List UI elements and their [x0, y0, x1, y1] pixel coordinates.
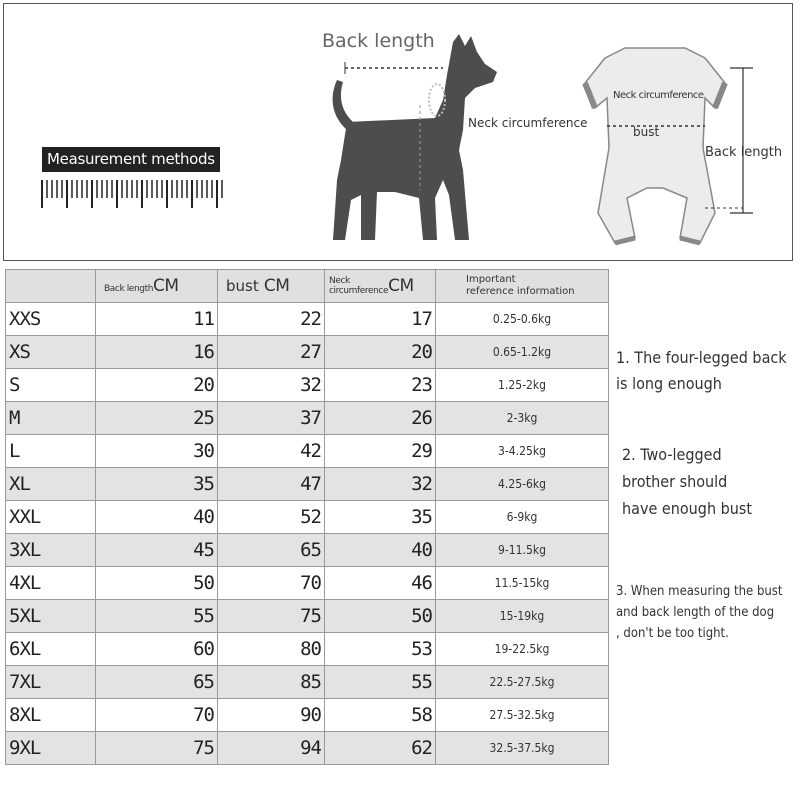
bust-cell: 65 — [218, 534, 325, 567]
header-back-length-unit: CM — [153, 276, 179, 296]
header-neck-line-2: circumference — [329, 286, 389, 297]
bust-cell: 94 — [218, 732, 325, 765]
neck-cell: 23 — [325, 369, 436, 402]
table-row — [6, 435, 609, 468]
bust-cell: 90 — [218, 699, 325, 732]
table-row — [6, 567, 609, 600]
clothing-bust-label: bust — [633, 125, 660, 139]
bust-cell: 37 — [218, 402, 325, 435]
weight-cell: 15-19kg — [436, 600, 609, 633]
back-length-cell: 45 — [96, 534, 218, 567]
table-header-row — [6, 270, 609, 303]
header-reference-line-2: reference information — [466, 286, 575, 297]
back-length-cell: 20 — [96, 369, 218, 402]
weight-cell: 6-9kg — [436, 501, 609, 534]
neck-cell: 26 — [325, 402, 436, 435]
back-length-cell: 50 — [96, 567, 218, 600]
header-neck — [325, 270, 436, 303]
neck-cell: 32 — [325, 468, 436, 501]
neck-cell: 55 — [325, 666, 436, 699]
neck-cell: 17 — [325, 303, 436, 336]
weight-cell: 0.25-0.6kg — [436, 303, 609, 336]
size-cell: 5XL — [6, 600, 96, 633]
back-length-cell: 16 — [96, 336, 218, 369]
table-row — [6, 336, 609, 369]
bust-cell: 52 — [218, 501, 325, 534]
size-cell: XXS — [6, 303, 96, 336]
size-cell: 9XL — [6, 732, 96, 765]
header-bust — [218, 270, 325, 303]
back-length-title: Back length — [322, 30, 435, 52]
weight-cell: 32.5-37.5kg — [436, 732, 609, 765]
bust-cell: 75 — [218, 600, 325, 633]
back-length-cell: 60 — [96, 633, 218, 666]
back-length-cell: 11 — [96, 303, 218, 336]
bust-cell: 80 — [218, 633, 325, 666]
bust-cell: 85 — [218, 666, 325, 699]
note-2-line-3: have enough bust — [622, 499, 753, 518]
neck-cell: 46 — [325, 567, 436, 600]
size-cell: 6XL — [6, 633, 96, 666]
neck-cell: 62 — [325, 732, 436, 765]
size-cell: S — [6, 369, 96, 402]
note-2-line-1: 2. Two-legged — [622, 445, 722, 464]
table-row — [6, 369, 609, 402]
measurement-methods-label: Measurement methods — [42, 147, 220, 172]
size-cell: 8XL — [6, 699, 96, 732]
header-reference-info — [436, 270, 609, 303]
table-row — [6, 303, 609, 336]
dog-bust-label: bust — [393, 199, 420, 213]
size-cell: XXL — [6, 501, 96, 534]
header-back-length-text: Back length — [104, 284, 153, 294]
header-bust-text: bust — [226, 277, 259, 295]
table-row — [6, 468, 609, 501]
back-length-cell: 25 — [96, 402, 218, 435]
ruler-icon — [40, 180, 225, 210]
neck-cell: 58 — [325, 699, 436, 732]
neck-cell: 50 — [325, 600, 436, 633]
back-length-cell: 55 — [96, 600, 218, 633]
bust-cell: 22 — [218, 303, 325, 336]
table-row — [6, 534, 609, 567]
weight-cell: 1.25-2kg — [436, 369, 609, 402]
neck-circumference-label: Neck circumference — [468, 116, 588, 130]
weight-cell: 2-3kg — [436, 402, 609, 435]
weight-cell: 22.5-27.5kg — [436, 666, 609, 699]
note-3-line-3: , don't be too tight. — [616, 626, 729, 641]
clothing-back-length-label: Back length — [705, 145, 783, 160]
neck-cell: 35 — [325, 501, 436, 534]
neck-cell: 40 — [325, 534, 436, 567]
size-cell: 4XL — [6, 567, 96, 600]
bust-cell: 27 — [218, 336, 325, 369]
bust-cell: 32 — [218, 369, 325, 402]
weight-cell: 11.5-15kg — [436, 567, 609, 600]
weight-cell: 19-22.5kg — [436, 633, 609, 666]
note-2 — [622, 441, 752, 522]
note-2-line-2: brother should — [622, 472, 728, 491]
weight-cell: 4.25-6kg — [436, 468, 609, 501]
header-neck-text — [329, 276, 388, 296]
header-neck-unit: CM — [388, 275, 414, 296]
weight-cell: 9-11.5kg — [436, 534, 609, 567]
clothing-neck-label: Neck circumference — [613, 90, 704, 101]
size-cell: M — [6, 402, 96, 435]
note-1-line-1: 1. The four-legged back — [616, 348, 787, 367]
bust-cell: 42 — [218, 435, 325, 468]
table-row — [6, 402, 609, 435]
table-row — [6, 633, 609, 666]
size-table — [5, 269, 609, 765]
back-length-cell: 30 — [96, 435, 218, 468]
header-reference-line-1: Important — [466, 274, 516, 285]
header-neck-line-1: Neck — [329, 276, 350, 287]
size-table-body — [6, 303, 609, 765]
bust-cell: 70 — [218, 567, 325, 600]
size-cell: L — [6, 435, 96, 468]
size-cell: XS — [6, 336, 96, 369]
weight-cell: 3-4.25kg — [436, 435, 609, 468]
table-row — [6, 732, 609, 765]
note-1 — [616, 345, 787, 397]
back-length-cell: 65 — [96, 666, 218, 699]
table-row — [6, 501, 609, 534]
neck-cell: 53 — [325, 633, 436, 666]
bust-cell: 47 — [218, 468, 325, 501]
back-length-cell: 35 — [96, 468, 218, 501]
back-length-cell: 75 — [96, 732, 218, 765]
size-cell: 3XL — [6, 534, 96, 567]
weight-cell: 27.5-32.5kg — [436, 699, 609, 732]
note-3-line-1: 3. When measuring the bust — [616, 584, 783, 599]
header-bust-unit: CM — [263, 276, 290, 296]
size-cell: XL — [6, 468, 96, 501]
size-cell: 7XL — [6, 666, 96, 699]
note-3-line-2: and back length of the dog — [616, 605, 775, 620]
table-row — [6, 666, 609, 699]
header-back-length — [96, 270, 218, 303]
weight-cell: 0.65-1.2kg — [436, 336, 609, 369]
table-row — [6, 600, 609, 633]
back-length-cell: 70 — [96, 699, 218, 732]
table-row — [6, 699, 609, 732]
back-length-cell: 40 — [96, 501, 218, 534]
neck-cell: 20 — [325, 336, 436, 369]
note-1-line-2: is long enough — [616, 374, 722, 393]
neck-cell: 29 — [325, 435, 436, 468]
header-size — [6, 270, 96, 303]
note-3 — [616, 581, 782, 644]
